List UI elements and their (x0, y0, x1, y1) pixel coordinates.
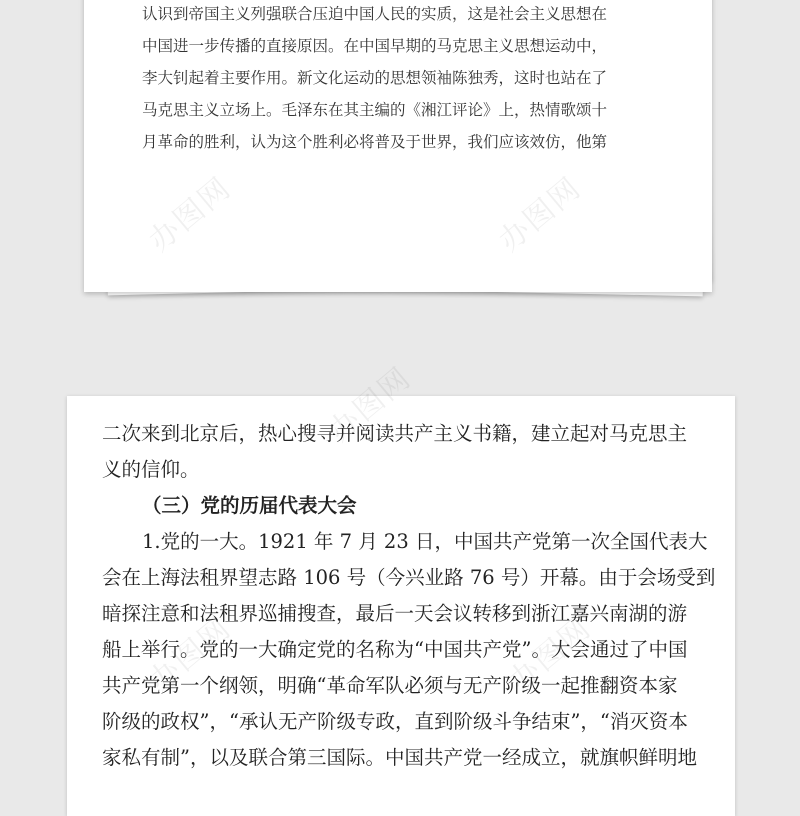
document-page (67, 396, 735, 816)
section-heading: （三）党的历届代表大会 (142, 494, 357, 517)
text-line: 1.党的一大。1921 年 7 月 23 日，中国共产党第一次全国代表大 (142, 530, 708, 553)
text-line: 认识到帝国主义列强联合压迫中国人民的实质，这是社会主义思想在 (142, 5, 608, 23)
paper-sheet-front (84, 0, 712, 292)
text-line: 暗探注意和法租界巡捕搜查，最后一天会议转移到浙江嘉兴南湖的游 (102, 602, 688, 625)
text-line: 月革命的胜利，认为这个胜利必将普及于世界，我们应该效仿，他第 (142, 133, 608, 151)
text-line: 共产党第一个纲领，明确“革命军队必须与无产阶级一起推翻资本家 (102, 674, 678, 697)
text-line: 马克思主义立场上。毛泽东在其主编的《湘江评论》上，热情歌颂十 (142, 101, 608, 119)
text-line: 李大钊起着主要作用。新文化运动的思想领袖陈独秀，这时也站在了 (142, 69, 608, 87)
page1-body (142, 0, 662, 158)
text-line: 中国进一步传播的直接原因。在中国早期的马克思主义思想运动中， (142, 37, 608, 55)
text-line: 船上举行。党的一大确定党的名称为“中国共产党”。大会通过了中国 (102, 638, 688, 661)
page-stack-top (84, 0, 724, 296)
text-line: 会在上海法租界望志路 106 号（今兴业路 76 号）开幕。由于会场受到 (102, 566, 716, 589)
text-line: 二次来到北京后，热心搜寻并阅读共产主义书籍，建立起对马克思主 (102, 422, 688, 445)
text-line: 义的信仰。 (102, 458, 200, 481)
text-line: 阶级的政权”，“承认无产阶级专政，直到阶级斗争结束”，“消灭资本 (102, 710, 688, 733)
text-line: 家私有制”，以及联合第三国际。中国共产党一经成立，就旗帜鲜明地 (102, 746, 697, 769)
page2-body (102, 416, 716, 776)
